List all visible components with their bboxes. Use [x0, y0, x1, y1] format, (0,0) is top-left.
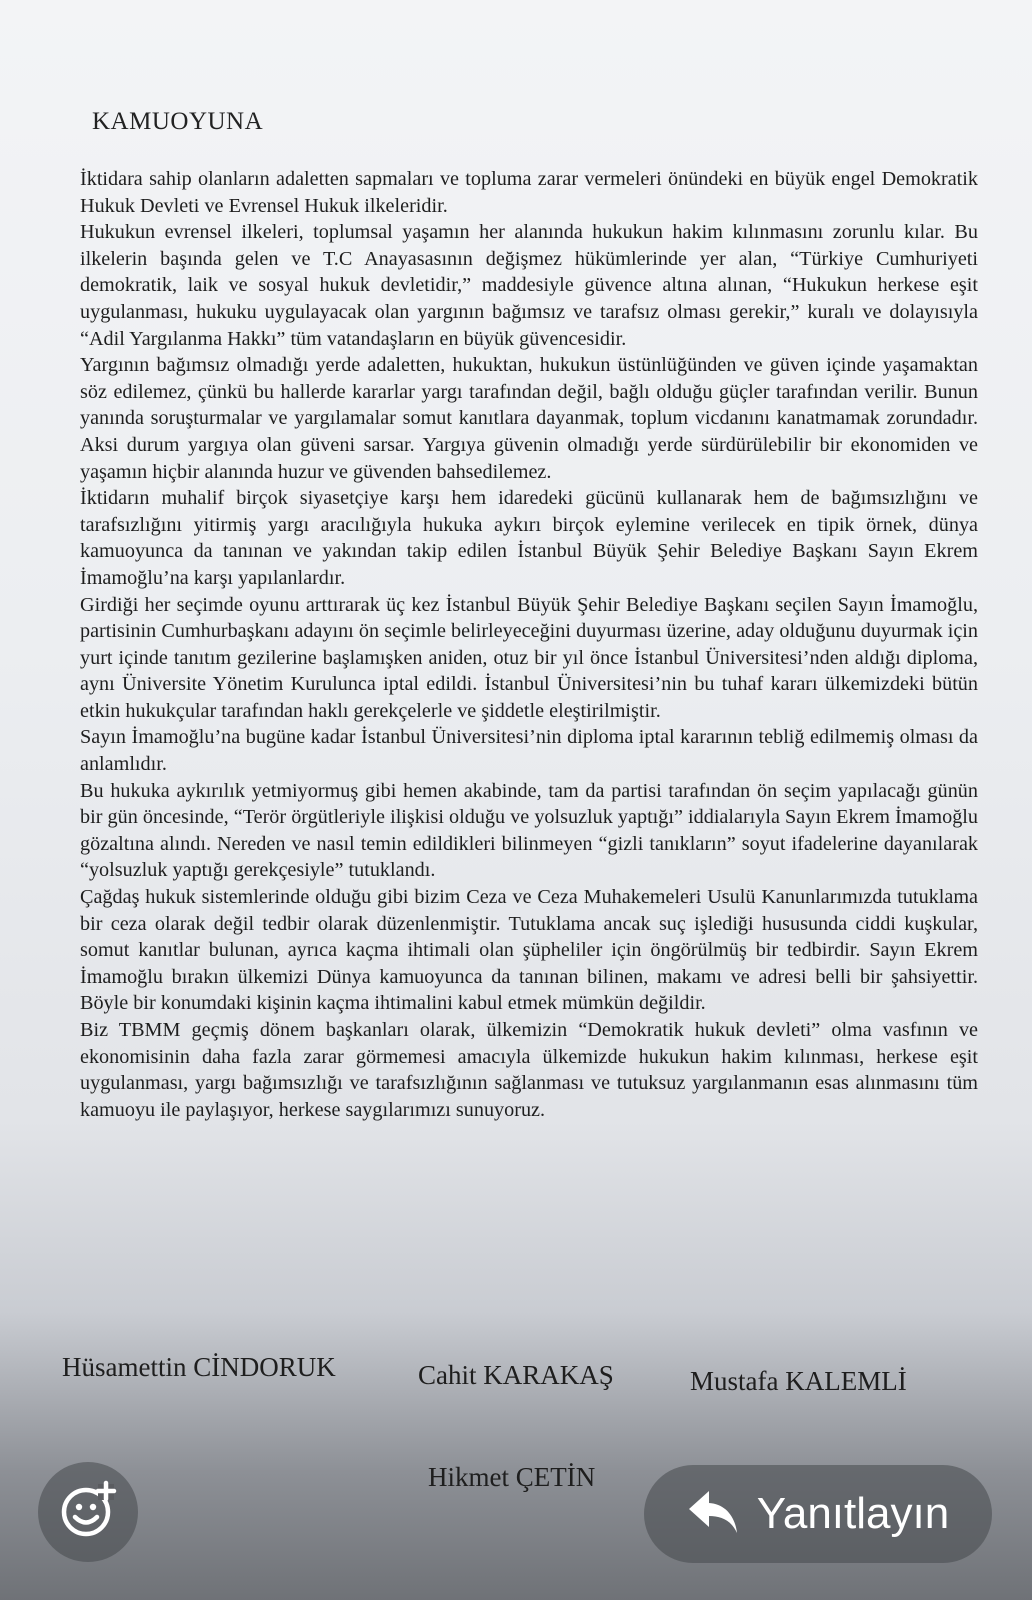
emoji-add-icon	[58, 1480, 118, 1545]
paragraph: Biz TBMM geçmiş dönem başkanları olarak, ülkemizin “Demokratik hukuk devleti” olma vasfının ve ekonomisinin daha fazla zarar görmemesi amacıyla ülkemizde hukukun hakim kılınması, herkese eşit uygulanması, yargı bağımsızlığı ve tarafsızlığının sağlanması ve tutuksuz yargılanmanın esas alınmasını tüm kamuoyu ile paylaşıyor, herkese saygılarımızı sunuyoruz.	[80, 1019, 978, 1121]
reply-button[interactable]	[644, 1465, 992, 1563]
signatures	[0, 1352, 1032, 1492]
paragraph: Girdiği her seçimde oyunu arttırarak üç kez İstanbul Büyük Şehir Belediye Başkanı seçilen Sayın İmamoğlu, partisinin Cumhurbaşkanı adayını ön seçimle belirleyeceğini duyurması üzerine, aday olduğunu duyurmak için yurt içinde tanıtım gezilerine başlamışken aniden, otuz bir yıl önce İstanbul Üniversitesi’nden aldığı diploma, aynı Üniversite Yönetim Kurulunca iptal edildi. İstanbul Üniversitesi’nin bu tuhaf kararı ülkemizdeki bütün etkin hukukçular tarafından haklı gerekçelerle ve şiddetle eleştirilmiştir.	[80, 593, 978, 722]
paragraph: Sayın İmamoğlu’na bugüne kadar İstanbul Üniversitesi’nin diploma iptal kararının tebliğ edilmemiş olması da anlamlıdır.	[80, 726, 978, 776]
document-title: KAMUOYUNA	[92, 108, 264, 135]
paragraph: Çağdaş hukuk sistemlerinde olduğu gibi bizim Ceza ve Ceza Muhakemeleri Usulü Kanunlarımızda tutuklama bir ceza olarak değil tedbir olarak düzenlenmiştir. Tutuklama ancak suç işlediği hususunda ciddi kuşkular, somut kanıtlar bulunan, ayrıca kaçma ihtimali olan şüpheliler için öngörülmüş bir tedbirdir. Sayın Ekrem İmamoğlu bırakın ülkemizi Dünya kamuoyunca da tanınan bilinen, makamı ve adresi belli bir şahsiyettir. Böyle bir konumdaki kişinin kaçma ihtimalini kabul etmek mümkün değildir.	[80, 886, 978, 1015]
paragraph: İktidara sahip olanların adaletten sapmaları ve topluma zarar vermeleri önündeki en büyük engel Demokratik Hukuk Devleti ve Evrensel Hukuk ilkeleridir.	[80, 168, 978, 217]
document-body	[80, 108, 978, 1123]
signature-name: Cahit KARAKAŞ	[418, 1360, 614, 1390]
signature-name: Hüsamettin CİNDORUK	[62, 1352, 336, 1382]
paragraph: Bu hukuka aykırılık yetmiyormuş gibi hemen akabinde, tam da partisi tarafından ön seçim yapılacağı günün bir gün öncesinde, “Terör örgütleriyle ilişkisi olduğu ve yolsuzluk yaptığı” iddialarıyla Sayın Ekrem İmamoğlu gözaltına alındı. Nereden ve nasıl temin edildikleri bilinmeyen “gizli tanıkların” soyut ifadelerine dayanılarak “yolsuzluk yaptığı gerekçesiyle” tutuklandı.	[80, 779, 978, 882]
reply-label: Yanıtlayın	[756, 1489, 950, 1538]
paragraph: Yargının bağımsız olmadığı yerde adaletten, hukuktan, hukukun üstünlüğünden ve güven içinde yaşamaktan söz edilemez, çünkü bu hallerde kararlar yargı tarafından değil, bağlı olduğu güçler tarafından verilir. Bunun yanında soruşturmalar ve yargılamalar somut kanıtlara dayanmak, toplum vicdanını kanatmamak zorundadır. Aksi durum yargıya olan güveni sarsar. Yargıya güvenin olmadığı yerde sürdürülebilir bir ekonomiden ve yaşamın hiçbir alanında huzur ve güvenden bahsedilemez.	[80, 354, 978, 483]
paragraph: Hukukun evrensel ilkeleri, toplumsal yaşamın her alanında hukukun hakim kılınmasını zorunlu kılar. Bu ilkelerin başında gelen ve T.C Anayasasının değişmez hükümlerinde yer alan, “Türkiye Cumhuriyeti demokratik, laik ve sosyal hukuk devletidir,” maddesiyle güvence altına alınan, “Hukukun herkese eşit uygulanması, hukuku uygulayacak olan yargının bağımsız ve tarafsız olması gerekir,” kuralı ve dolayısıyla “Adil Yargılanma Hakkı” tüm vatandaşların en büyük güvencesidir.	[80, 221, 978, 350]
signature-name: Mustafa KALEMLİ	[690, 1366, 907, 1396]
add-reaction-button[interactable]	[38, 1462, 138, 1562]
reply-arrow-icon	[687, 1489, 739, 1540]
signature-name: Hikmet ÇETİN	[428, 1462, 596, 1492]
paragraph: İktidarın muhalif birçok siyasetçiye karşı hem idaredeki gücünü kullanarak hem de bağımsızlığını ve tarafsızlığını yitirmiş yargı aracılığıyla hukuka aykırı birçok eylemine verilecek en tipik örnek, dünya kamuoyunca da tanınan ve yakından takip edilen İstanbul Büyük Şehir Belediye Başkanı Sayın Ekrem İmamoğlu’na karşı yapılanlardır.	[80, 487, 978, 589]
